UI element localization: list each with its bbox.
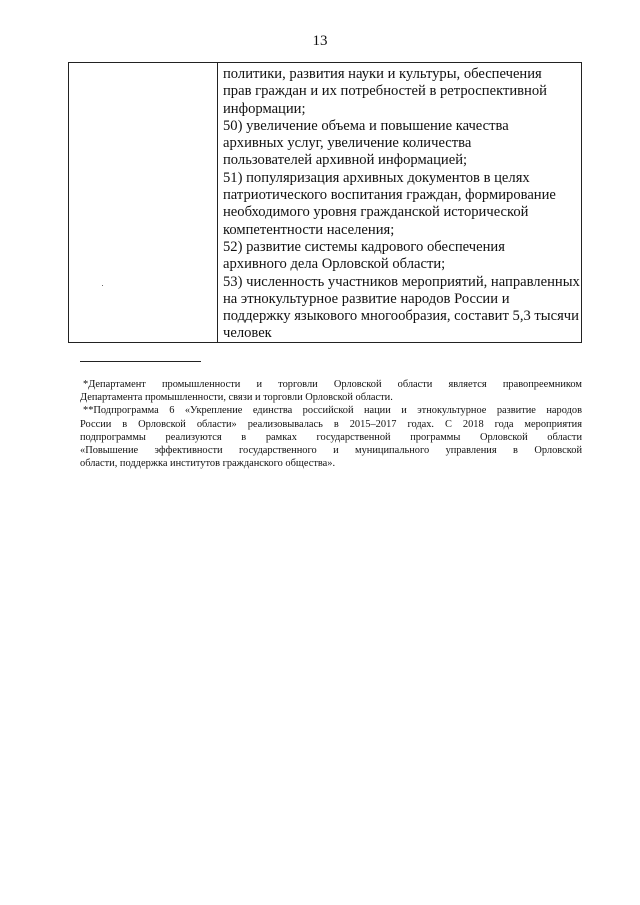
table-text-line: пользователей архивной информацией;	[223, 152, 468, 169]
table-left-cell	[69, 63, 218, 342]
table-text-line: поддержку языкового многообразия, составит 5,3 тысячи	[223, 308, 579, 325]
table-text-line: информации;	[223, 100, 306, 117]
table-text-line: 51) популяризация архивных документов в целях	[223, 169, 530, 186]
footnote-line: *Департамент промышленности и торговли Орловской области является правопреемником	[83, 379, 582, 390]
table-text-line: патриотического воспитания граждан, формирование	[223, 187, 556, 204]
table-text-line: прав граждан и их потребностей в ретроспективной	[223, 83, 547, 100]
footnotes	[80, 378, 582, 470]
table-text-line: компетентности населения;	[223, 221, 395, 238]
footnote-line: области, поддержка институтов гражданского общества».	[80, 458, 336, 470]
document-table	[68, 62, 582, 343]
footnote-line: «Повышение эффективности государственного и муниципального управления в Орловской	[80, 445, 582, 457]
footnote-line: России в Орловской области» реализовывалась в 2015–2017 годах. С 2018 года мероприятия	[80, 418, 582, 430]
table-text-line: на этнокультурное развитие народов России и	[223, 290, 510, 307]
table-text-line: необходимого уровня гражданской исторической	[223, 204, 529, 221]
footnote-line: **Подпрограмма 6 «Укрепление единства российской нации и этнокультурное развитие народов	[83, 405, 582, 417]
footnote-separator	[80, 361, 201, 362]
footnote-line: Департамента промышленности, связи и торговли Орловской области.	[80, 392, 393, 404]
table-text-line: 53) численность участников мероприятий, направленных	[223, 273, 580, 290]
table-text-line: 50) увеличение объема и повышение качества	[223, 117, 509, 134]
table-text-line: человек	[223, 325, 272, 342]
scan-speck	[102, 285, 103, 286]
table-text-line: 52) развитие системы кадрового обеспечения	[223, 238, 505, 255]
table-text-line: политики, развития науки и культуры, обеспечения	[223, 66, 542, 82]
page-number: 13	[312, 33, 328, 49]
table-text-line: архивных услуг, увеличение количества	[223, 135, 472, 152]
table-text-line: архивного дела Орловской области;	[223, 256, 446, 273]
table-right-cell	[218, 63, 584, 342]
footnote-line: подпрограммы реализуются в рамках государственной программы Орловской области	[80, 431, 582, 443]
